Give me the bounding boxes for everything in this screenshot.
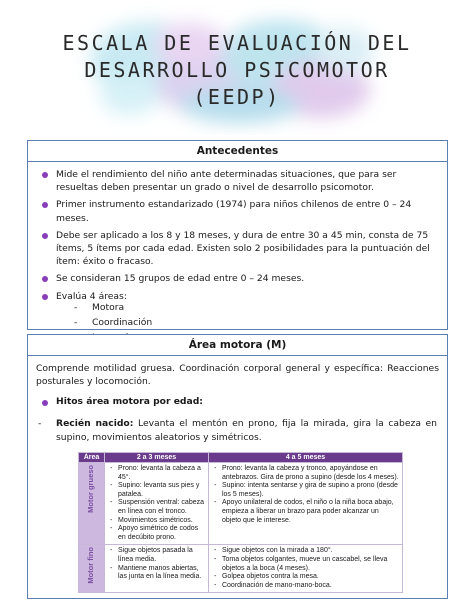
- title-banner: [0, 0, 474, 135]
- table-cell: - Sigue objetos pasada la línea media. - Mantiene manos abiertas, las junta en la línea media.: [105, 545, 209, 593]
- area-motora-heading: Área motora (M): [28, 335, 447, 356]
- table-header-row: [79, 453, 403, 463]
- antecedentes-section: [27, 140, 448, 330]
- list-item: Mide el rendimiento del niño ante determinadas situaciones, que para ser resueltas deben presentar un grado o nivel de desarrollo psicomotor.: [38, 168, 437, 194]
- area-cell: Motor fino: [79, 545, 105, 593]
- area-item: - Coordinación: [74, 317, 153, 329]
- recien-nacido-text: Levanta el mentón en prono, fija la mirada, gira la cabeza en supino, movimientos aleatorios y simétricos.: [56, 418, 437, 443]
- header-2-3-meses: 2 a 3 meses: [105, 453, 209, 463]
- header-4-5-meses: 4 a 5 meses: [208, 453, 402, 463]
- hitos-heading: Hitos área motora por edad:: [28, 388, 447, 407]
- title-line-1: ESCALA DE EVALUACIÓN DEL: [62, 31, 412, 55]
- recien-nacido-item: - Recién nacido: Levanta el mentón en prono, fija la mirada, gira la cabeza en supino, movimientos aleatorios y simétricos.: [38, 418, 437, 443]
- bullet-icon: [42, 276, 48, 282]
- table-cell: - Sigue objetos con la mirada a 180°. - Toma objetos colgantes, mueve un cascabel, se lleva objetos a la boca (4 meses). - Golpea objetos contra la mesa. - Coordinación de mano-mano-boca.: [208, 545, 402, 593]
- bullet-icon: [42, 172, 48, 178]
- bullet-icon: [42, 233, 48, 239]
- area-motora-intro: Comprende motilidad gruesa. Coordinación corporal general y específica: Reacciones posturales y locomoción.: [36, 363, 439, 388]
- list-item: Debe ser aplicado a los 8 y 18 meses, y dura de entre 30 a 45 min, consta de 75 ítems, 5 ítems por cada edad. Existen solo 2 posibilidades para la puntuación del ítem: éxito o fracaso.: [38, 229, 437, 269]
- list-item: Se consideran 15 grupos de edad entre 0 – 24 meses.: [38, 272, 437, 285]
- hitos-table: [78, 452, 403, 593]
- antecedentes-list: [28, 162, 447, 360]
- table-row: [79, 463, 403, 545]
- table-cell: - Prono: levanta la cabeza y tronco, apoyándose en antebrazos. Gira de prono a supino (desde los 4 meses). - Supino: intenta sentarse y gira de supino a prono (desde los 5 meses). - Apoyo unilateral de codos, el niño o la niña boca abajo, empieza a liberar un brazo para poder alcanzar un objeto que le interese.: [208, 463, 402, 545]
- antecedentes-heading: Antecedentes: [28, 141, 447, 162]
- area-item: - Motora: [74, 301, 125, 313]
- area-cell: Motor grueso: [79, 463, 105, 545]
- list-item: Evalúa 4 áreas: - Motora - Coordinación: [38, 290, 437, 360]
- table-cell: - Prono: levanta la cabeza a 45°. - Supino: levanta sus pies y patalea. - Suspensión ventral: cabeza en línea con el tronco. - Movimientos simétricos. - Apoyo simétrico de codos en decúbito prono.: [105, 463, 209, 545]
- bullet-icon: [42, 202, 48, 208]
- recien-nacido-label: Recién nacido:: [56, 418, 134, 430]
- list-item: Primer instrumento estandarizado (1974) para niños chilenos de entre 0 – 24 meses.: [38, 198, 437, 224]
- title-line-3: (EEDP): [193, 85, 281, 109]
- table-row: [79, 545, 403, 593]
- title-line-2: DESARROLLO PSICOMOTOR: [84, 58, 390, 82]
- page-title: [0, 30, 474, 111]
- header-area: Área: [79, 453, 105, 463]
- bullet-icon: [42, 294, 48, 300]
